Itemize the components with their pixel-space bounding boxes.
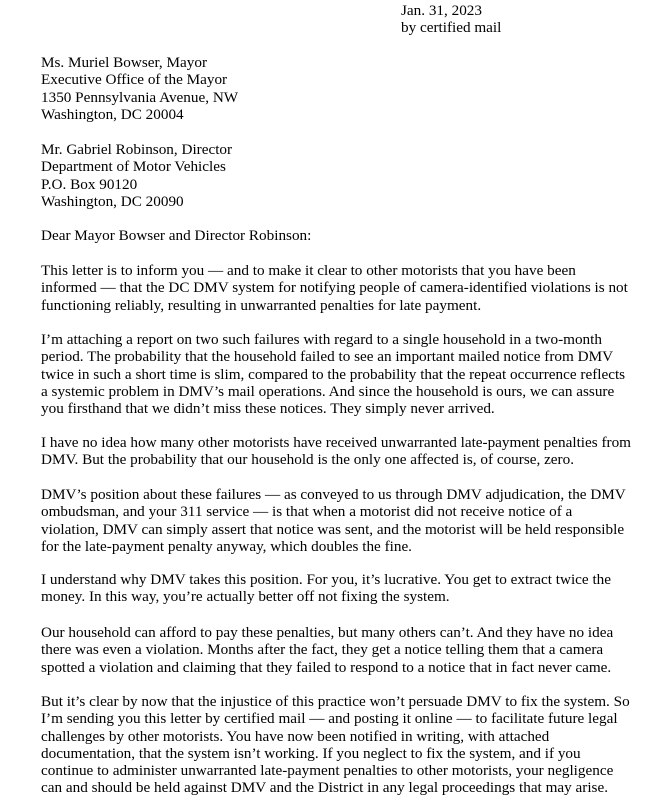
address-line: Washington, DC 20004 — [41, 105, 184, 123]
paragraph-household — [41, 624, 658, 676]
paragraph-line: I have no idea how many other motorists have received unwarranted late-payment penalties from — [41, 434, 631, 451]
paragraph-line: continue to administer unwarranted late-payment penalties to other motorists, your negligence — [41, 762, 614, 780]
address-line: 1350 Pennsylvania Avenue, NW — [41, 88, 239, 106]
paragraph-line: spotted a violation and claiming that they failed to respond to a notice that in fact never came. — [41, 658, 612, 676]
address-line: P.O. Box 90120 — [41, 175, 138, 193]
address-line: Washington, DC 20090 — [41, 192, 184, 210]
paragraph-line: ombudsman, and your 311 service — is that when a motorist did not receive notice of a — [41, 503, 573, 521]
letter-date: Jan. 31, 2023 — [401, 2, 482, 19]
paragraph-line: functioning reliably, resulting in unwarranted penalties for late payment. — [41, 296, 482, 314]
paragraph-line: challenges by other motorists. You have now been notified in writing, with attached — [41, 727, 550, 745]
paragraph-line: can and should be held against DMV and the District in any legal proceedings that may arise. — [41, 779, 608, 797]
paragraph-other-motorists — [41, 434, 658, 469]
recipient-address-dmv — [41, 141, 641, 210]
paragraph-line: for the late-payment penalty anyway, which doubles the fine. — [41, 537, 412, 555]
address-line: Mr. Gabriel Robinson, Director — [41, 141, 233, 158]
paragraph-notice — [41, 262, 658, 314]
paragraph-line: I’m sending you this letter by certified mail — and posting it online — to facilitate future legal — [41, 710, 618, 728]
paragraph-line: informed — that the DC DMV system for notifying people of camera-identified violations is not — [41, 279, 628, 297]
delivery-method: by certified mail — [401, 19, 502, 37]
address-line: Executive Office of the Mayor — [41, 71, 228, 89]
paragraph-line: twice in such a short time is slim, compared to the probability that the repeat occurrence reflects — [41, 365, 626, 383]
paragraph-line: you firsthand that we didn’t miss these notices. They simply never arrived. — [41, 400, 495, 418]
paragraph-line: Our household can afford to pay these penalties, but many others can’t. And they have no idea — [41, 624, 614, 641]
salutation: Dear Mayor Bowser and Director Robinson: — [41, 227, 312, 244]
paragraph-line: I understand why DMV takes this position. For you, it’s lucrative. You get to extract twice the — [41, 571, 612, 588]
address-line: Ms. Muriel Bowser, Mayor — [41, 54, 208, 71]
recipient-address-mayor — [41, 54, 641, 123]
paragraph-lucrative — [41, 571, 658, 606]
paragraph-line: This letter is to inform you — and to make it clear to other motorists that you have been — [41, 262, 576, 279]
date-block — [401, 2, 651, 37]
paragraph-line: there was even a violation. Months after the fact, they get a notice telling them that a camera — [41, 641, 604, 659]
paragraph-line: DMV. But the probability that our household is the only one affected is, of course, zero. — [41, 451, 574, 469]
paragraph-line: DMV’s position about these failures — as conveyed to us through DMV adjudication, the DMV — [41, 486, 626, 503]
paragraph-line: I’m attaching a report on two such failures with regard to a single household in a two-month — [41, 331, 602, 348]
address-line: Department of Motor Vehicles — [41, 158, 226, 176]
paragraph-line: violation, DMV can simply assert that notice was sent, and the motorist will be held responsible — [41, 520, 625, 538]
paragraph-line: period. The probability that the household failed to see an important mailed notice from DMV — [41, 348, 614, 366]
paragraph-line: documentation, that the system isn’t working. If you neglect to fix the system, and if you — [41, 744, 581, 762]
paragraph-line: a systemic problem in DMV’s mail operations. And since the household is ours, we can assure — [41, 382, 615, 400]
paragraph-dmv-position — [41, 486, 658, 555]
paragraph-line: money. In this way, you’re actually better off not fixing the system. — [41, 588, 450, 606]
paragraph-line: But it’s clear by now that the injustice of this practice won’t persuade DMV to fix the system. So — [41, 693, 630, 710]
paragraph-certified-mail — [41, 693, 658, 797]
paragraph-report — [41, 331, 658, 417]
